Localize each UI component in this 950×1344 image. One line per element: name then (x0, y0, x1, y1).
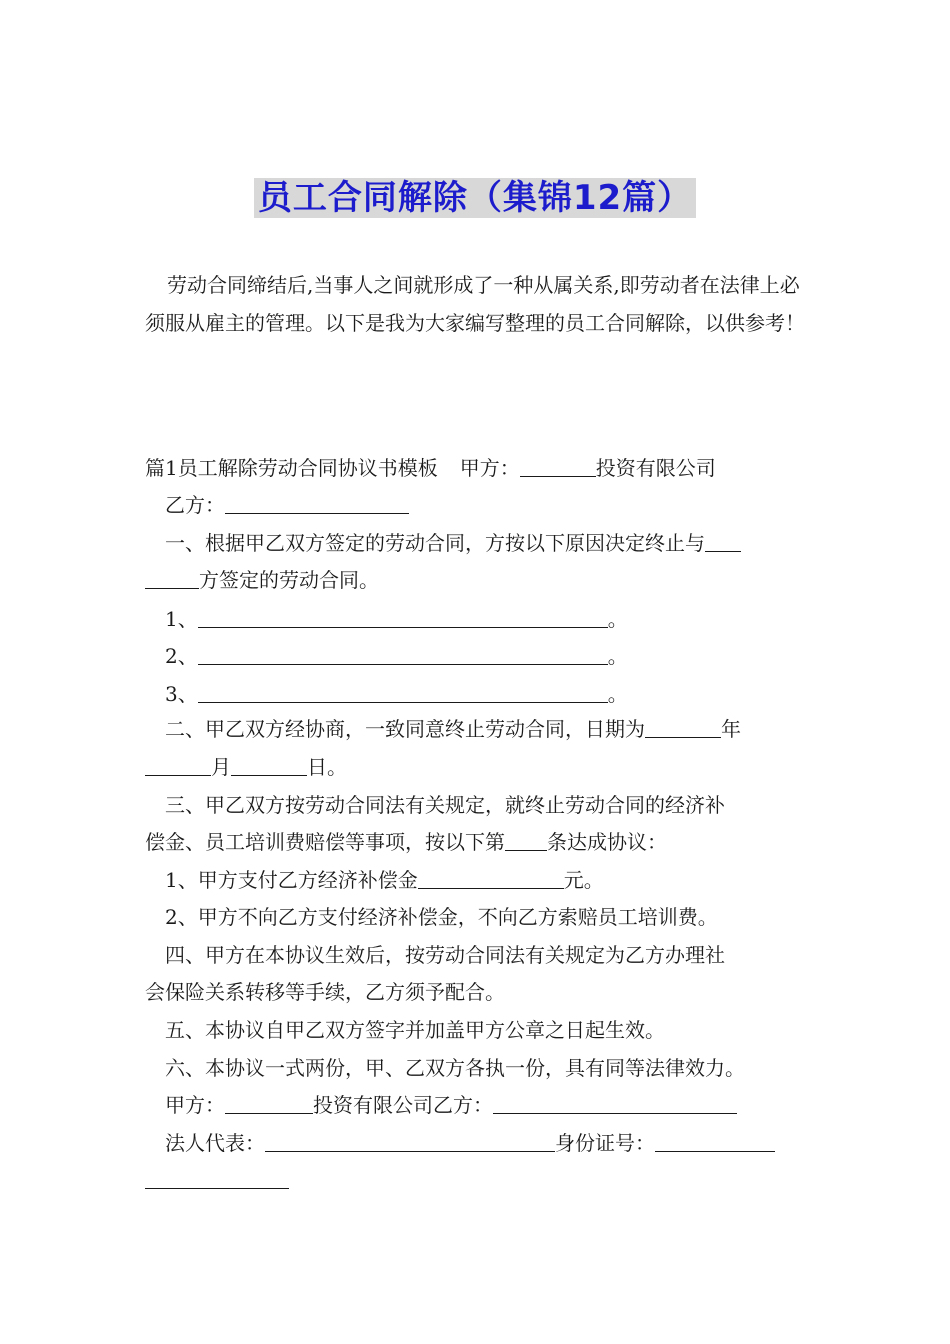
clause-3-text: 偿金、员工培训费赔偿等事项，按以下第 (145, 830, 505, 854)
payment-item-2: 2、甲方不向乙方支付经济补偿金，不向乙方索赔员工培训费。 (165, 905, 718, 929)
sign-b-blank (493, 1093, 737, 1114)
sign-a-suffix: 投资有限公司乙方： (313, 1093, 493, 1117)
item-1-number: 1、 (165, 607, 198, 631)
clause-1-text: 一、根据甲乙双方签定的劳动合同，方按以下原因决定终止与 (165, 531, 705, 555)
year-blank (645, 717, 721, 738)
section-heading: 篇1员工解除劳动合同协议书模板 (145, 456, 438, 480)
party-a-suffix: 投资有限公司 (595, 456, 716, 480)
clause-5: 五、本协议自甲乙双方签字并加盖甲方公章之日起生效。 (165, 1018, 665, 1042)
clause-1-line-1 (165, 525, 813, 561)
year-label: 年 (721, 717, 741, 741)
clause-3-line-2 (145, 824, 813, 860)
clause-1-blank (705, 531, 741, 552)
sign-a-blank (225, 1093, 313, 1114)
intro-paragraph: 劳动合同缔结后,当事人之间就形成了一种从属关系,即劳动者在法律上必须服从雇主的管理。以下是我为大家编写整理的员工合同解除，以供参考！ (145, 273, 805, 335)
clause-1-line-2 (145, 562, 813, 598)
item-1-blank (198, 607, 608, 628)
legal-rep-label: 法人代表： (165, 1131, 265, 1155)
document-title: 员工合同解除（集锦12篇） (254, 178, 696, 218)
item-3-end: 。 (607, 682, 628, 706)
reason-item-1 (165, 601, 813, 637)
signature-line-1 (165, 1087, 813, 1123)
clause-1-blank-cont (145, 568, 199, 589)
party-a-label: 甲方： (459, 456, 520, 480)
section-heading-line (145, 450, 813, 486)
payment-1-unit: 元。 (563, 868, 604, 892)
day-blank (231, 755, 307, 776)
signature-line-2 (165, 1125, 813, 1161)
clause-2-line-2 (145, 749, 813, 785)
payment-1-blank (418, 868, 564, 889)
party-b-blank (225, 493, 409, 514)
clause-4-line-1: 四、甲方在本协议生效后，按劳动合同法有关规定为乙方办理社 (165, 943, 725, 967)
item-3-blank (198, 682, 608, 703)
party-b-label: 乙方： (165, 493, 225, 517)
id-number-blank (655, 1131, 775, 1152)
payment-item-1 (165, 862, 813, 898)
clause-2-line-1 (165, 711, 813, 747)
month-label: 月 (211, 755, 231, 779)
clause-4-line-2: 会保险关系转移等手续，乙方须予配合。 (145, 980, 505, 1004)
signature-line-3 (145, 1162, 813, 1198)
clause-3-blank (505, 830, 547, 851)
id-number-blank-cont (145, 1168, 289, 1189)
payment-1-text: 1、甲方支付乙方经济补偿金 (165, 868, 418, 892)
item-2-blank (198, 644, 608, 665)
legal-rep-blank (265, 1131, 555, 1152)
sign-a-label: 甲方： (165, 1093, 225, 1117)
clause-3-text-2: 条达成协议： (547, 830, 667, 854)
id-number-label: 身份证号： (555, 1131, 655, 1155)
party-a-blank (520, 456, 596, 477)
item-3-number: 3、 (165, 682, 198, 706)
reason-item-3 (165, 676, 813, 712)
party-b-line (165, 487, 813, 523)
clause-3-line-1: 三、甲乙双方按劳动合同法有关规定，就终止劳动合同的经济补 (165, 793, 725, 817)
reason-item-2 (165, 638, 813, 674)
item-2-number: 2、 (165, 644, 198, 668)
day-label: 日。 (307, 755, 347, 779)
clause-6: 六、本协议一式两份，甲、乙双方各执一份，具有同等法律效力。 (165, 1056, 745, 1080)
clause-2-text: 二、甲乙双方经协商，一致同意终止劳动合同，日期为 (165, 717, 645, 741)
item-1-end: 。 (607, 607, 628, 631)
clause-1-text-2: 方签定的劳动合同。 (199, 568, 379, 592)
title-container (0, 178, 950, 218)
month-blank (145, 755, 211, 776)
item-2-end: 。 (607, 644, 628, 668)
